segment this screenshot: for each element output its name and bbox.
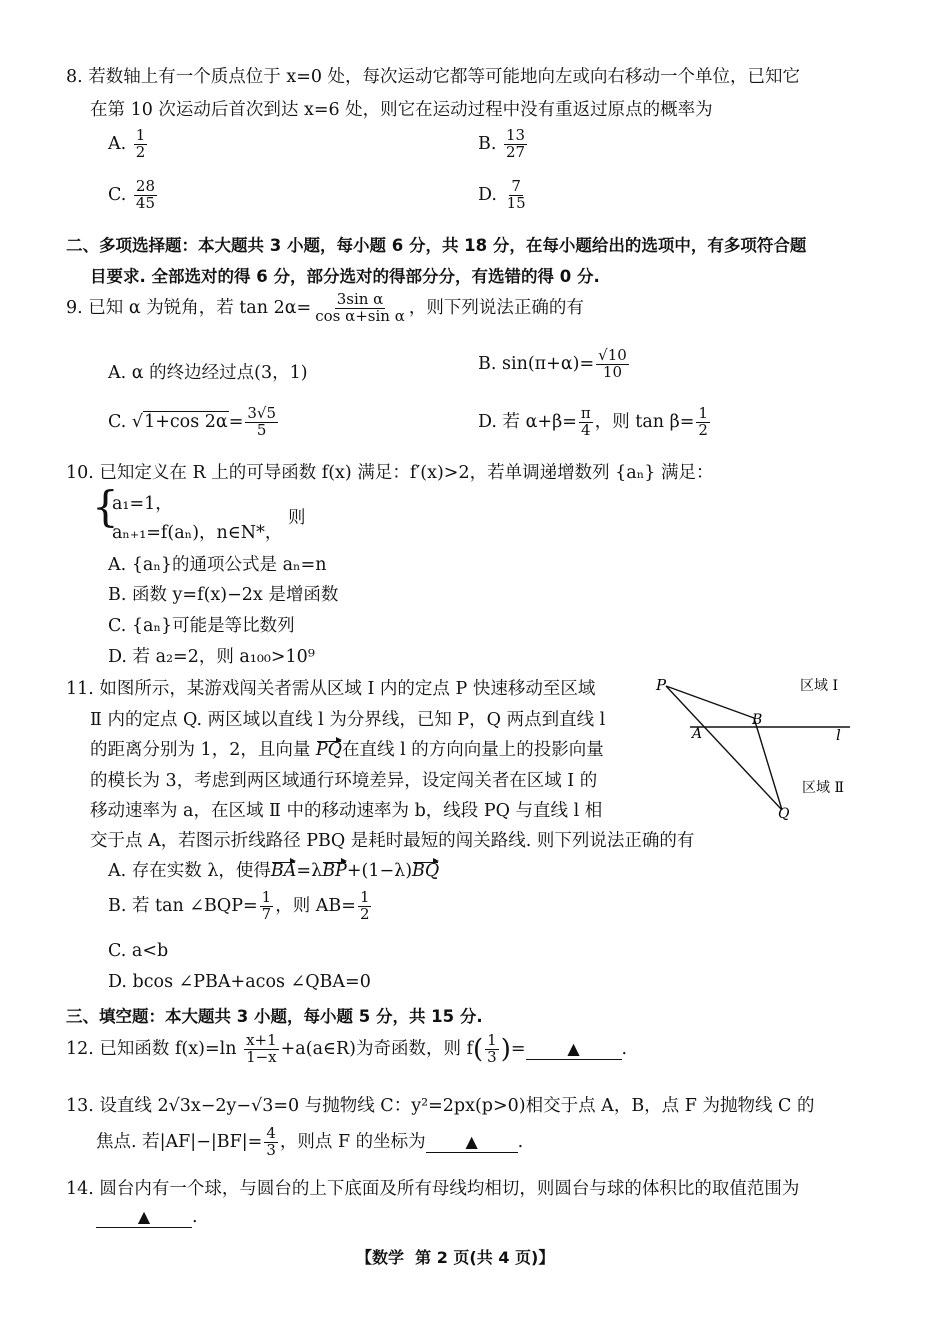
q12-answer-blank[interactable]: [526, 1039, 622, 1060]
q9-option-b: B. sin(π+α)= $\frac{√10}{10}$: [478, 346, 627, 381]
q8-option-b: B. $\frac{13}{27}$: [478, 126, 526, 161]
q11-figure: [650, 668, 860, 823]
q10-system-eq1: a₁=1，: [112, 494, 173, 514]
q11-stem-line1: 11. 如图所示，某游戏闯关者需从区域 Ⅰ 内的定点 P 快速移动至区域: [66, 679, 596, 699]
q11-stem-line4: 的模长为 3，考虑到两区域通行环境差异，设定闯关者在区域 Ⅰ 的: [90, 771, 598, 791]
q11-option-b: B. 若 tan ∠BQP= $\frac{1}{7}$ ，则 AB= $\frac{1}{2}$: [108, 888, 370, 923]
section2-heading-line1: 二、多项选择题：本大题共 3 小题，每小题 6 分，共 18 分，在每小题给出的选项中，有多项符合题: [66, 236, 807, 255]
q10-then: 则: [288, 508, 306, 528]
q9-option-a: A. α 的终边经过点(3，1): [108, 363, 308, 383]
q11-stem-line5: 移动速率为 a，在区域 Ⅱ 中的移动速率为 b，线段 PQ 与直线 l 相: [90, 801, 603, 821]
point-q-label: Q: [778, 806, 790, 822]
q11-stem-line2: Ⅱ 内的定点 Q. 两区域以直线 l 为分界线，已知 P，Q 两点到直线 l: [90, 710, 606, 730]
q10-option-b: B. 函数 y=f(x)−2x 是增函数: [108, 585, 339, 605]
point-p-label: P: [656, 676, 667, 694]
q10-option-d: D. 若 a₂=2，则 a₁₀₀>10⁹: [108, 647, 315, 667]
q13-stem-line1: 13. 设直线 2√3x−2y−√3=0 与抛物线 C：y²=2px(p>0)相交于点 A，B，点 F 为抛物线 C 的: [66, 1096, 815, 1116]
q8-option-b-fraction: $\frac{13}{27}$: [506, 126, 526, 161]
q8-option-a: A. $\frac{1}{2}$: [108, 126, 146, 161]
q14-stem-line1: 14. 圆台内有一个球，与圆台的上下底面及所有母线均相切，则圆台与球的体积比的取值范围为: [66, 1179, 800, 1199]
section3-heading: 三、填空题：本大题共 3 小题，每小题 5 分，共 15 分.: [66, 1007, 483, 1026]
q8-option-c-fraction: $\frac{28}{45}$: [135, 177, 156, 212]
q9-stem-fraction: $\frac{\text{3sin α}}{\text{cos α+sin α}}$: [315, 290, 405, 325]
q10-system-brace: {: [92, 482, 119, 531]
q8-option-d-fraction: $\frac{7}{15}$: [506, 177, 526, 212]
region-2-label: 区域 Ⅱ: [802, 780, 844, 796]
q8-option-a-fraction: $\frac{1}{2}$: [135, 126, 146, 161]
q11-stem-line6: 交于点 A，若图示折线路径 PBQ 是耗时最短的闯关路线. 则下列说法正确的有: [90, 831, 695, 851]
q12-stem: 12. 已知函数 f(x)=ln $\frac{x+1}{1-x}$ +a(a∈R)为奇函数，则 f( $\frac{1}{3}$ )= ▲ .: [66, 1031, 628, 1066]
q8-stem-line2: 在第 10 次运动后首次到达 x=6 处，则它在运动过程中没有重返过原点的概率为: [90, 100, 713, 120]
q9-stem: 9. 已知 α 为锐角，若 tan 2α= $\frac{\text{3sin α}}{\text{cos α+sin α}}$ ，则下列说法正确的有: [66, 290, 584, 325]
q13-answer-blank[interactable]: [426, 1132, 518, 1153]
q10-system-eq2: aₙ₊₁=f(aₙ)，n∈N*，: [112, 523, 283, 543]
q10-option-c: C. {aₙ}可能是等比数列: [108, 616, 295, 636]
q14-answer-blank[interactable]: [96, 1207, 192, 1228]
q11-option-c: C. a<b: [108, 941, 169, 961]
q10-option-a: A. {aₙ}的通项公式是 aₙ=n: [108, 555, 327, 575]
q11-option-d: D. bcos ∠PBA+acos ∠QBA=0: [108, 972, 371, 992]
q8-option-d: D. $\frac{7}{15}$: [478, 177, 526, 212]
q13-stem-line2: 焦点. 若|AF|−|BF|= $\frac{4}{3}$ ，则点 F 的坐标为 ▲ .: [96, 1124, 524, 1159]
triangle-icon: ▲: [567, 1038, 580, 1058]
segment-pb: [666, 686, 754, 718]
q11-stem-line3: 的距离分别为 1，2，且向量 PQ在直线 l 的方向向量上的投影向量: [90, 740, 604, 760]
point-b-label: B: [752, 712, 763, 728]
q10-stem-line1: 10. 已知定义在 R 上的可导函数 f(x) 满足：f′(x)>2，若单调递增数列 {aₙ} 满足：: [66, 463, 714, 483]
footer-page-number: 第 2 页(共 4 页)】: [415, 1248, 555, 1267]
q8-stem-line1: 8. 若数轴上有一个质点位于 x=0 处，每次运动它都等可能地向左或向右移动一个单位，已知它: [66, 67, 801, 87]
line-l-label: l: [836, 726, 841, 744]
footer-subject: 【数学: [356, 1248, 405, 1267]
q8-option-c: C. $\frac{28}{45}$: [108, 177, 156, 212]
segment-bq: [754, 718, 782, 810]
q9-option-d: D. 若 α+β= $\frac{\pi}{4}$ ，则 tan β= $\frac{1}{2}$: [478, 404, 708, 439]
triangle-icon: ▲: [137, 1207, 151, 1226]
triangle-icon: ▲: [465, 1131, 478, 1151]
section2-heading-line2: 目要求. 全部选对的得 6 分，部分选对的得部分分，有选错的得 0 分.: [90, 267, 600, 286]
page-footer: [356, 1245, 554, 1268]
point-a-label: A: [692, 726, 703, 742]
q9-option-c: C. √1+cos 2α= $\frac{3√5}{5}$: [108, 404, 277, 439]
q14-answer: ▲ .: [96, 1207, 198, 1228]
segment-pq: [666, 686, 782, 810]
q11-option-a: A. 存在实数 λ，使得BA=λBP+(1−λ)BQ: [108, 861, 440, 881]
region-1-label: 区域 Ⅰ: [800, 678, 838, 694]
